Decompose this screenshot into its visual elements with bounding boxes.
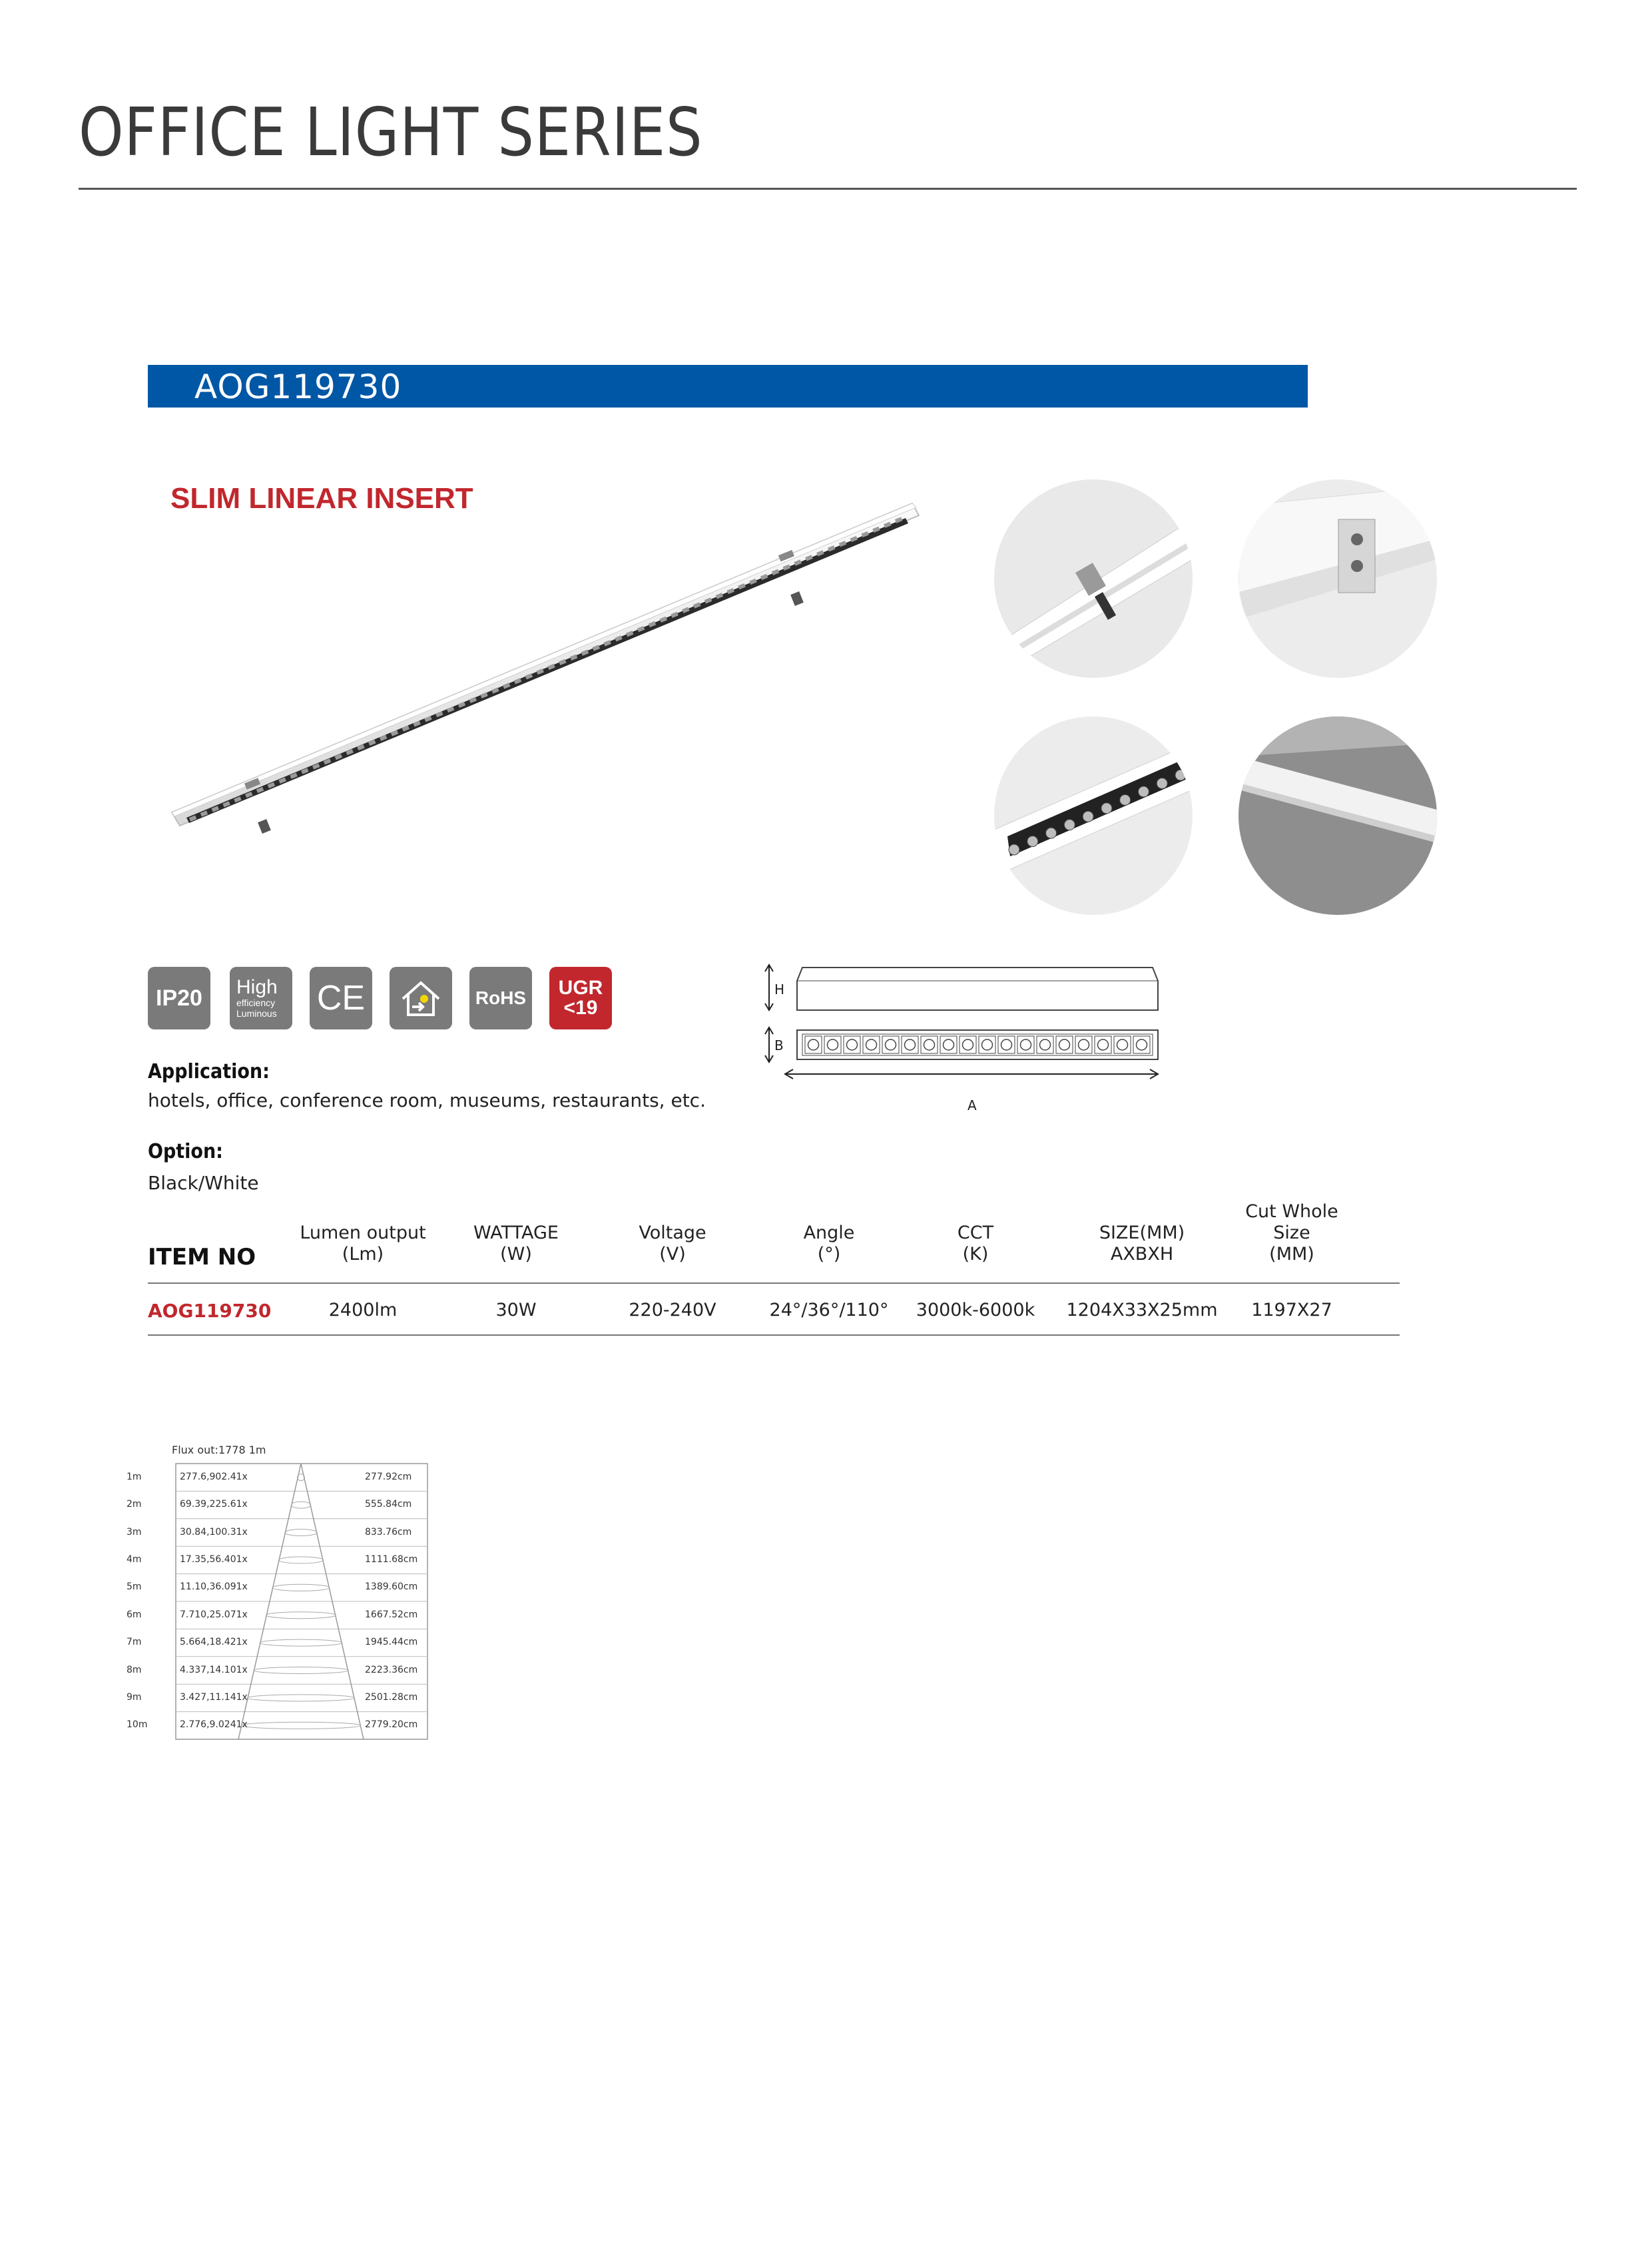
dimension-led [1040, 1039, 1051, 1050]
photometric-diameter: 1945.44cm [365, 1637, 418, 1648]
header-item-no: ITEM NO [148, 1244, 256, 1270]
photometric-lux: 17.35,56.401x [180, 1553, 248, 1565]
row-lumen-output: 2400lm [328, 1300, 398, 1320]
photometric-diameter: 1111.68cm [365, 1553, 418, 1565]
led-cell [1175, 770, 1186, 780]
cone-ellipse [254, 1667, 348, 1674]
photometric-diameter: 277.92cm [365, 1471, 412, 1482]
mounting-clip-icon [258, 819, 271, 834]
dimension-led [847, 1039, 858, 1050]
row-voltage: 220-240V [629, 1300, 716, 1320]
photometric-lux: 5.664,18.421x [180, 1637, 248, 1648]
led-cell [1027, 836, 1038, 847]
header-voltage-line2: (V) [659, 1244, 686, 1264]
dimension-led [1059, 1039, 1070, 1050]
cone-ellipse [291, 1502, 311, 1508]
dimension-led [905, 1039, 916, 1050]
row-cut-whole-size: 1197X27 [1251, 1300, 1332, 1320]
photometric-distance: 10m [127, 1719, 148, 1731]
photometric-distance: 8m [127, 1664, 142, 1675]
title-divider [79, 188, 1577, 190]
mounting-clip-icon [790, 591, 804, 606]
detail-photo-profile [1239, 716, 1437, 915]
rohs-badge [469, 967, 532, 1029]
dimension-led-cells [805, 1036, 1150, 1053]
indoor-use-badge [390, 967, 452, 1029]
product-main-image [166, 493, 939, 839]
photometric-distance: 6m [127, 1609, 142, 1620]
dimension-led [1079, 1039, 1089, 1050]
b-label: B [774, 1037, 784, 1053]
cone-ellipse [298, 1474, 305, 1481]
photometric-lux: 7.710,25.071x [180, 1609, 248, 1620]
row-cct: 3000k-6000k [916, 1300, 1035, 1320]
photometric-lux: 11.10,36.091x [180, 1581, 248, 1593]
dimension-led [1117, 1039, 1128, 1050]
efficiency-label: efficiency [236, 997, 276, 1008]
header-cut-line2: Size [1273, 1223, 1310, 1243]
header-wattage-line2: (W) [500, 1244, 532, 1264]
photometric-diameter: 1389.60cm [365, 1581, 418, 1593]
photometric-distance: 4m [127, 1553, 142, 1565]
header-cct-line2: (K) [962, 1244, 989, 1264]
led-cell [1064, 820, 1075, 830]
header-size-line2: AXBXH [1110, 1244, 1174, 1264]
dimension-led [828, 1039, 838, 1050]
ugr-badge [549, 967, 612, 1029]
dimension-led [808, 1039, 819, 1050]
application-label: Application: [148, 1060, 270, 1083]
page-title: OFFICE LIGHT SERIES [79, 93, 703, 171]
photometric-lux: 277.6,902.41x [180, 1471, 248, 1482]
photometric-distance: 9m [127, 1691, 142, 1703]
option-text: Black/White [148, 1172, 259, 1194]
a-label: A [967, 1097, 977, 1113]
photometric-grid [176, 1491, 427, 1711]
cone-ellipse [247, 1695, 354, 1701]
detail-photo-louver [994, 716, 1193, 915]
header-voltage [606, 1223, 739, 1265]
high-label: High [236, 976, 278, 998]
cone-ellipse [266, 1612, 336, 1619]
ce-badge [310, 967, 372, 1029]
header-cut-line1: Cut Whole [1245, 1201, 1338, 1222]
flux-label: Flux out:1778 1m [172, 1444, 266, 1456]
row-size: 1204X33X25mm [1066, 1300, 1218, 1320]
rohs-label: RoHS [475, 987, 527, 1008]
cone-ellipse [260, 1639, 342, 1646]
photometric-diameter: 2779.20cm [365, 1719, 418, 1731]
led-cell [1138, 786, 1149, 797]
row-wattage: 30W [495, 1300, 537, 1320]
photometric-distance: 2m [127, 1499, 142, 1510]
led-cell [1083, 811, 1093, 822]
ugr-value: <19 [563, 997, 598, 1019]
photometric-distance: 3m [127, 1526, 142, 1538]
dimension-drawing [756, 956, 1195, 1119]
header-cct [909, 1223, 1042, 1265]
h-label: H [774, 981, 785, 997]
row-item-no: AOG119730 [148, 1300, 272, 1322]
photometric-distance: 5m [127, 1581, 142, 1593]
ugr-label: UGR [558, 977, 603, 999]
dimension-led [866, 1039, 877, 1050]
high-efficiency-badge [230, 967, 292, 1029]
header-lumen-line1: Lumen output [300, 1223, 426, 1243]
photometric-lux: 30.84,100.31x [180, 1526, 248, 1538]
photometric-distance: 1m [127, 1471, 142, 1482]
header-size-line1: SIZE(MM) [1099, 1223, 1185, 1243]
ip20-badge [148, 967, 210, 1029]
option-label: Option: [148, 1140, 223, 1163]
cone-ellipse [278, 1557, 323, 1563]
table-bottom-rule [148, 1334, 1400, 1336]
cone-ellipse [241, 1722, 361, 1729]
dimension-led [944, 1039, 954, 1050]
dimension-led [1001, 1039, 1012, 1050]
header-wattage [446, 1223, 586, 1265]
house-icon [398, 975, 444, 1021]
led-cell [1120, 794, 1131, 805]
detail-photo-clip [994, 479, 1193, 678]
photometric-diameter: 1667.52cm [365, 1609, 418, 1620]
led-cell [1009, 844, 1019, 855]
table-header-rule [148, 1282, 1400, 1284]
header-lumen-output [280, 1223, 446, 1265]
photometric-diameter: 555.84cm [365, 1499, 412, 1510]
header-cct-line1: CCT [957, 1223, 994, 1243]
photometric-distance: 7m [127, 1637, 142, 1648]
dimension-led [886, 1039, 896, 1050]
luminous-label: Luminous [236, 1008, 277, 1019]
product-subtitle: SLIM LINEAR INSERT [170, 482, 473, 515]
header-voltage-line1: Voltage [639, 1223, 706, 1243]
photometric-lux: 2.776,9.0241x [180, 1719, 248, 1731]
header-angle-line2: (°) [817, 1244, 841, 1264]
header-angle-line1: Angle [803, 1223, 855, 1243]
photometric-diameter: 833.76cm [365, 1526, 412, 1538]
cone-ellipse [285, 1530, 317, 1536]
cone-ellipse [272, 1584, 330, 1591]
led-cell [1157, 778, 1167, 788]
led-cell [1101, 803, 1112, 814]
dimension-led [1098, 1039, 1109, 1050]
dimension-led [1137, 1039, 1147, 1050]
model-code: AOG119730 [194, 368, 402, 406]
dimension-led [963, 1039, 973, 1050]
ip20-label: IP20 [156, 985, 202, 1011]
led-cell [1046, 828, 1057, 838]
header-size [1065, 1223, 1219, 1265]
dimension-led [1021, 1039, 1031, 1050]
photometric-lux: 4.337,14.101x [180, 1664, 248, 1675]
dimension-led [982, 1039, 993, 1050]
application-text: hotels, office, conference room, museums, restaurants, etc. [148, 1089, 706, 1111]
header-angle [756, 1223, 902, 1265]
photometric-diameter: 2223.36cm [365, 1664, 418, 1675]
header-cut-line3: (MM) [1269, 1244, 1314, 1264]
photometric-diameter: 2501.28cm [365, 1691, 418, 1703]
detail-photo-connector [1239, 479, 1437, 678]
row-angle: 24°/36°/110° [769, 1300, 889, 1320]
photometric-lux: 69.39,225.61x [180, 1499, 248, 1510]
ce-label: CE [316, 979, 366, 1017]
header-cut-whole-size [1225, 1201, 1358, 1265]
header-lumen-line2: (Lm) [342, 1244, 384, 1264]
header-wattage-line1: WATTAGE [473, 1223, 559, 1243]
dimension-led [924, 1039, 935, 1050]
photometric-lux: 3.427,11.141x [180, 1691, 248, 1703]
